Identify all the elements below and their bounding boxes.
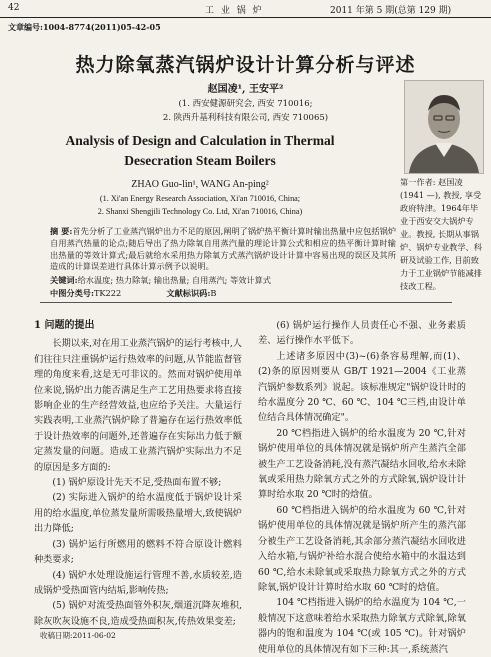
title-cn: 热力除氧蒸汽锅炉设计计算分析与评述: [75, 54, 416, 76]
list-item: (5) 锅炉对流受热面管外积灰,烟道沉降灰堆积,除灰吹灰设施不良,造成受热面积灰,传热效果变差;: [34, 600, 242, 627]
keywords: 给水温度; 热力除氧; 输出热量; 自用蒸汽; 等效计算式: [77, 275, 271, 286]
title-en-line-1: Analysis of Design and Calculation in Thermal: [65, 133, 335, 148]
author-bio: 第一作者: 赵国凌(1941 —), 教授, 享受政府特津。1964年毕业于西安交大锅炉专业。教授, 长期从事锅炉、锅炉专业教学、科研及试验工作, 目前致力于工业锅炉节能减排技改工程。: [400, 177, 482, 291]
abstract-text: 首先分析了工业蒸汽锅炉出力不足的原因,阐明了锅炉热平衡计算时输出热量中应包括锅炉自用蒸汽热量的论点;随后导出了热力除氧自用蒸汽量的理论计算公式和相应的热平衡计算时输出热量的等效计算式;最后就给水采用热力除氧方式蒸汽锅炉设计计算中容易出现的误区及其所造成的计算误差进行具体计算示例予以说明。: [50, 226, 397, 272]
journal-name: 工 业 锅 炉: [205, 6, 264, 16]
received-date-footnote: 收稿日期:2011-06-02: [40, 628, 160, 641]
clc-label: 中图分类号:: [50, 287, 94, 298]
clc-code: TK222: [93, 287, 122, 298]
affiliation-cn-1: (1. 西安健源研究会, 西安 710016;: [178, 99, 313, 109]
doc-code-label: 文献标识码:: [166, 287, 211, 298]
article-id: 文章编号:1004-8774(2011)05-42-05: [8, 22, 161, 32]
abstract-label: 摘 要:: [50, 226, 73, 236]
running-header: [0, 0, 491, 18]
title-en-line-2: Desecration Steam Boilers: [124, 153, 276, 168]
section-heading: 1 问题的提出: [34, 320, 95, 331]
list-item: (4) 锅炉水处理设施运行管理不善,水质较差,造成锅炉受热面管内结垢,影响传热;: [34, 569, 242, 596]
authors-en: ZHAO Guo-lin¹, WANG An-ping²: [131, 179, 269, 190]
list-item: (2) 实际进入锅炉的给水温度低于锅炉设计采用的给水温度,单位蒸发量所需吸热量增大,致使锅炉出力降低;: [34, 492, 242, 535]
doc-code: B: [210, 287, 217, 298]
paragraph: 长期以来,对在用工业蒸汽锅炉的运行考核中,人们往往只注重锅炉运行热效率的问题,从节能监督管理的角度来看,这是无可非议的。然而对锅炉使用单位来说,锅炉出力能否满足生产工艺用热要求将直接影响企业的生产经营效益,也应给予关注。大量运行实践表明,工业蒸汽锅炉除了普遍存在运行热效率低于设计热效率的问题外,还普遍存在实际出力低于额定蒸发量的问题。造成工业蒸汽锅炉实际出力不足的原因是多方面的:: [34, 338, 242, 473]
list-item: (3) 锅炉运行所燃用的燃料不符合原设计燃料种类要求;: [34, 538, 242, 566]
affiliation-en-1: (1. Xi'an Energy Research Association, Xi'an 710016, China;: [99, 194, 301, 203]
paragraph: 104 ℃档指进入锅炉的给水温度为 104 ℃,一般情况下这意味着给水采取热力除氧方式除氧,除氧器内的饱和温度为 104 ℃(或 105 ℃)。针对锅炉使用单位的具体情况有如下三种:其一,系统蒸汽: [258, 597, 466, 655]
left-column: [34, 318, 242, 629]
page-number: 42: [8, 3, 20, 13]
section-divider: [40, 302, 452, 303]
authors-cn: 赵国凌¹, 王安平²: [207, 84, 284, 95]
affiliation-cn-2: 2. 陕西升基利科技有限公司, 西安 710065): [162, 113, 329, 123]
author-portrait-icon: [405, 81, 483, 173]
issue-info: 2011 年第 5 期(总第 129 期): [330, 6, 452, 16]
affiliation-en-2: 2. Shanxi Shengjili Technology Co. Ltd, Xi'an 710016, China): [97, 207, 303, 216]
paragraph: 60 ℃档指进入锅炉的给水温度为 60 ℃,针对锅炉使用单位的具体情况就是锅炉所产生的蒸汽部分被生产工艺设备消耗,其余部分蒸汽凝结水回收进入给水箱,与锅炉补给水混合使给水箱中的水温达到 60 ℃,给水未除氧或采取热力除氧方式之外的方式除氧,锅炉设计计算时给水取 60 ℃时的焓值。: [258, 504, 466, 593]
right-column: [258, 318, 466, 657]
author-photo: [404, 80, 484, 174]
list-item: (6) 锅炉运行操作人员责任心不强、业务素质差、运行操作水平低下。: [258, 320, 466, 347]
keywords-label: 关键词:: [50, 275, 78, 286]
paragraph: 20 ℃档指进入锅炉的给水温度为 20 ℃,针对锅炉使用单位的具体情况就是锅炉所产生蒸汽全部被生产工艺设备消耗,没有蒸汽凝结水回收,给水未除氧或采用热力除氧方式之外的方式除氧,锅炉设计计算时给水取 20 ℃时的焓值。: [258, 427, 466, 501]
abstract-block: [50, 226, 396, 300]
paragraph: 上述诸多原因中(3)~(6)条容易理解,而(1)、(2)条的原因则要从 GB/T 1921—2004《工业蒸汽锅炉参数系列》说起。该标准规定"锅炉设计时的给水温度分 20 ℃、60 ℃、104 ℃三档,由设计单位结合具体情况确定"。: [258, 350, 466, 424]
list-item: (1) 锅炉原设计先天不足,受热面布置不够;: [52, 477, 222, 489]
